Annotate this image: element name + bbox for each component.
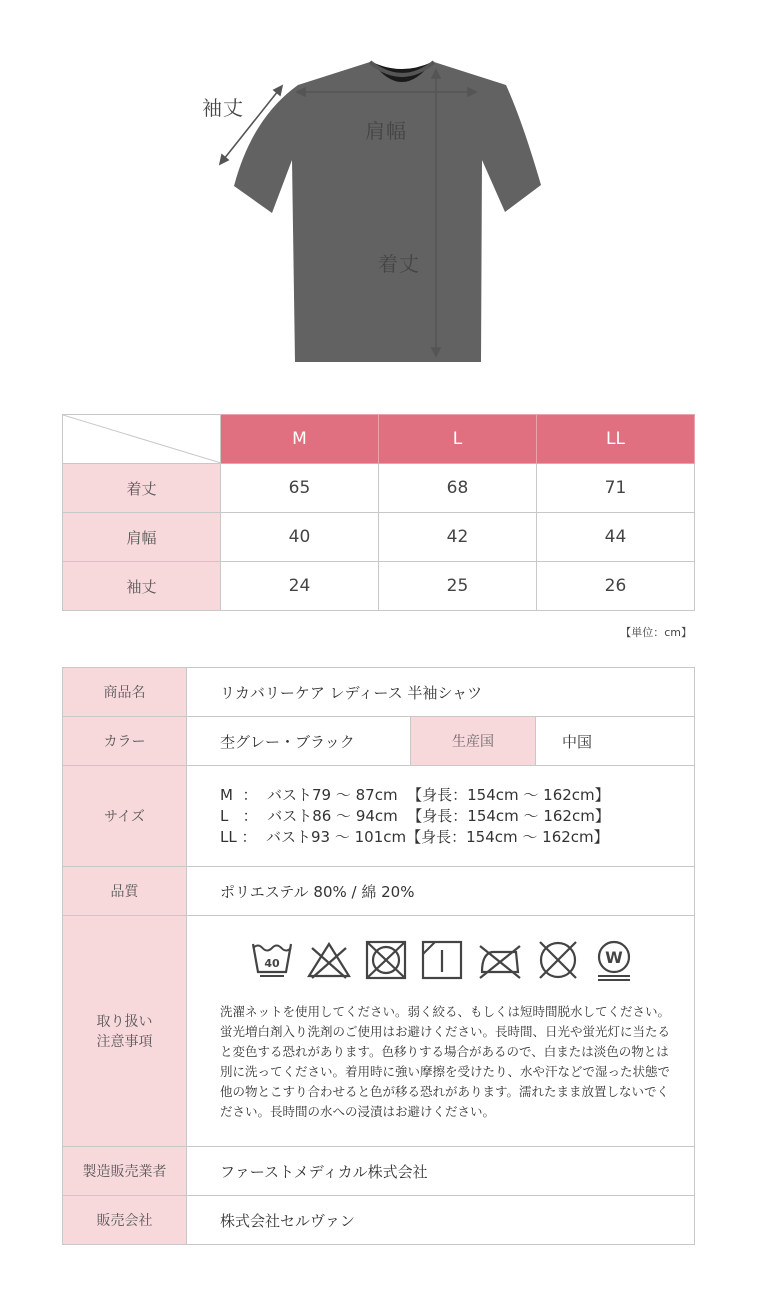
material-value: ポリエステル 80% / 綿 20% xyxy=(187,867,695,916)
no-dry-clean-icon xyxy=(536,940,580,980)
size-label: サイズ xyxy=(63,766,187,867)
cell-value: 24 xyxy=(221,562,379,611)
shirt-diagram xyxy=(0,0,760,390)
cell-value: 25 xyxy=(379,562,537,611)
color-label: カラー xyxy=(63,717,187,766)
info-row-color xyxy=(63,717,695,766)
table-row xyxy=(63,464,695,513)
row-label-shoulder: 肩幅 xyxy=(63,513,221,562)
wet-clean-icon xyxy=(592,940,636,982)
cell-value: 65 xyxy=(221,464,379,513)
size-line-ll: LL ： バスト93 〜 101cm【身長：154cm 〜 162cm】 xyxy=(220,827,609,846)
sleeve-length-label: 袖丈 xyxy=(202,96,244,120)
cell-value: 40 xyxy=(221,513,379,562)
care-label-line-1: 取り扱い xyxy=(96,1014,153,1030)
info-row-material xyxy=(63,867,695,916)
no-iron-icon xyxy=(476,940,524,980)
info-row-care xyxy=(63,916,695,1147)
row-label-length: 着丈 xyxy=(63,464,221,513)
size-header-m: M xyxy=(221,415,379,464)
table-row xyxy=(63,562,695,611)
info-row-product-name xyxy=(63,668,695,717)
seller-label: 販売会社 xyxy=(63,1196,187,1245)
tshirt-illustration xyxy=(0,0,760,390)
tshirt-shape xyxy=(234,62,541,362)
row-label-sleeve: 袖丈 xyxy=(63,562,221,611)
wash-40-icon xyxy=(250,940,294,980)
cell-value: 44 xyxy=(537,513,695,562)
seller-value: 株式会社セルヴァン xyxy=(187,1196,695,1245)
material-label: 品質 xyxy=(63,867,187,916)
info-row-seller xyxy=(63,1196,695,1245)
care-icons xyxy=(250,940,694,982)
product-name-label: 商品名 xyxy=(63,668,187,717)
cell-value: 26 xyxy=(537,562,695,611)
unit-note: 【単位：cm】 xyxy=(620,626,692,639)
size-table xyxy=(62,414,695,611)
size-line-m: M ： バスト79 〜 87cm 【身長：154cm 〜 162cm】 xyxy=(220,785,610,804)
size-header-l: L xyxy=(379,415,537,464)
no-tumble-dry-icon xyxy=(364,940,408,980)
shoulder-width-label: 肩幅 xyxy=(365,119,407,143)
maker-value: ファーストメディカル株式会社 xyxy=(187,1147,695,1196)
wet-clean-letter: W xyxy=(605,948,623,967)
care-instructions: 洗濯ネットを使用してください。弱く絞る、もしくは短時間脱水してください。蛍光増白剤入り洗剤のご使用はお避けください。長時間、日光や蛍光灯に当たると変色する恐れがあります。色移りする場合があるので、白または淡色の物とは別に洗ってください。着用時に強い摩擦を受けたり、水や汗などで湿った状態で他の物とこすり合わせると色が移る恐れがあります。濡れたまま放置しないでください。長時間の水への浸漬はお避けください。 xyxy=(220,1004,671,1119)
no-bleach-icon xyxy=(306,940,352,980)
table-row xyxy=(63,513,695,562)
wash-temp-text: 40 xyxy=(264,957,280,970)
diagonal-line xyxy=(63,415,221,463)
origin-value: 中国 xyxy=(536,717,695,766)
care-label xyxy=(63,916,187,1147)
product-name-value: リカバリーケア レディース 半袖シャツ xyxy=(187,668,695,717)
line-dry-icon xyxy=(420,940,464,980)
info-row-maker xyxy=(63,1147,695,1196)
care-label-line-2: 注意事項 xyxy=(96,1034,153,1050)
size-header-ll: LL xyxy=(537,415,695,464)
maker-label: 製造販売業者 xyxy=(63,1147,187,1196)
origin-label: 生産国 xyxy=(411,717,536,766)
cell-value: 71 xyxy=(537,464,695,513)
size-line-l: L ： バスト86 〜 94cm 【身長：154cm 〜 162cm】 xyxy=(220,806,610,825)
care-details xyxy=(187,916,695,1147)
cell-value: 42 xyxy=(379,513,537,562)
size-header-row xyxy=(63,415,695,464)
info-row-size xyxy=(63,766,695,867)
body-length-label: 着丈 xyxy=(378,252,420,276)
cell-value: 68 xyxy=(379,464,537,513)
size-details xyxy=(187,766,695,867)
color-value: 杢グレー・ブラック xyxy=(187,717,411,766)
product-info-table xyxy=(62,667,695,1245)
table-corner xyxy=(63,415,221,464)
